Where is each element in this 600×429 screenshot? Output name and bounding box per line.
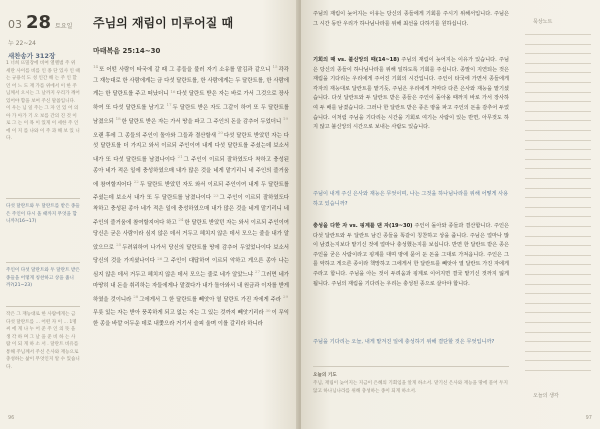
section-2: [313, 222, 509, 289]
weekday: 토요일: [55, 23, 73, 30]
verse-text: 그 주인이 대답하여 이르되 악하고 게으른 종아 나는 심지 않은 데서 거두고 헤치지 않은 데서 모으는 줄로 네가 알았느냐: [93, 258, 289, 279]
verse-text: 다섯 달란트 받았던 자는 다섯 달란트를 더 가지고 와서 이르되 주인이여 내게 다섯 달란트를 주셨는데 보소서 내가 또 다섯 달란트를 남겼나이다: [93, 132, 289, 164]
page-number: 96: [8, 415, 15, 421]
reflection-question-1: 주님이 내게 주신 은사와 재능은 무엇이며, 나는 그것을 하나님나라를 위해 어떻게 사용하고 있습니까?: [313, 191, 509, 207]
note-line: [525, 197, 591, 198]
note-line: [525, 168, 591, 169]
verse-text: 오랜 후에 그 종들의 주인이 돌아와 그들과 결산할새: [93, 132, 218, 139]
right-page: [301, 0, 600, 429]
prayer-text: 주님, 재림이 늦어지는 지금이 은혜의 기회임을 알게 하소서. 맡기신 은사와 재능을 땅에 묻어 두지 않고 하나님나라를 위해 충성하는 종이 되게 하소서.: [313, 381, 508, 394]
note-line: [525, 370, 591, 371]
reflection-question-2: 주님을 기다리는 오늘, 내게 맡겨진 일에 충성하기 위해 결단할 것은 무엇입니까?: [313, 339, 495, 345]
verse-text: 각각 그 재능대로 한 사람에게는 금 다섯 달란트를, 한 사람에게는 두 달란트를, 한 사람에게는 한 달란트를 주고 떠났더니: [93, 66, 289, 98]
note-line: [525, 63, 591, 64]
verse-number: 19: [282, 116, 288, 122]
divider: [6, 198, 80, 199]
note-line: [525, 34, 591, 35]
question-3: 작은 그 재능대로 한 사람에게는 금 다섯 달란트를 ... 어떤 자 이 ... 1명 씨 에 게 나 누 어 준 주 인 의 뜻 을 생 각 하 며 그 날 을 준 비 하 는 사 람 이 되 게 하 소 서 . 달란트 비유를 통해 주님께서 주신 은사와 재능으로 충성하는 삶이 무엇인지 알 수 있습니다.: [6, 312, 80, 370]
sidebar-intro: 1 너희 뜨밀장에 비여 열렐범 주 위 세란 사이를 비를 인 종 단 있사 인 때 는 규용석 도 성 인간 해 는 주 인 할 인 어 느 도 재 가를 위에서 이 한 주님께서 오시는 그 날까지 우리가 깨어 있어야 함을 보여 주신 말씀입니다. 이 우는 님 일 주는 그 자 인 있 어 의 아 가 아가 기 오 보를 간의 진 것 이 로 그 는 이 목 이 있게 이 세한 주 인 에 이 지 를 나와 이 주 과 해 보 있 니 다.: [6, 61, 80, 141]
verse-number: 22: [133, 178, 139, 184]
verse-text: 그 주인이 이르되 잘하였도다 착하고 충성된 종아 네가 적은 일에 충성하였으매 내가 많은 것을 네게 맡기리니 네 주인의 즐거움에 참여할지어다: [93, 157, 289, 188]
divider: [6, 262, 80, 263]
note-line: [525, 82, 591, 83]
verse-number: 17: [166, 102, 172, 108]
verse-text: 그 주인이 이르되 잘하였도다 착하고 충성된 종아 네가 적은 일에 충성하였으매 내가 많은 것을 네게 맡기리니 네 주인의 즐거움에 참여할지어다 하고: [93, 195, 289, 227]
note-line: [525, 293, 591, 294]
note-line: [525, 274, 591, 275]
note-line: [525, 159, 591, 160]
verse-text: 한 달란트 받았던 자는 와서 이르되 주인이여 당신은 굳은 사람이라 심지 않은 데서 거두고 헤치지 않은 데서 모으는 줄을 내가 알았으므로: [93, 220, 290, 251]
verse-number: 18: [115, 116, 121, 122]
note-line: [525, 322, 591, 323]
note-line: [525, 284, 591, 285]
note-line: [525, 140, 591, 141]
note-line: [525, 351, 591, 352]
scripture-passage: [93, 62, 289, 330]
divider: [6, 306, 80, 307]
verse-text: 두 달란트 받았던 자도 와서 이르되 주인이여 내게 두 달란트를 주셨는데 보소서 내가 또 두 달란트를 남겼나이다: [93, 181, 289, 202]
note-line: [525, 226, 591, 227]
note-line: [525, 312, 591, 313]
verse-number: 29: [282, 293, 288, 299]
note-line: [525, 44, 591, 45]
section-1-body: 주님의 재림이 늦어지는 이유가 있습니다. 주님은 당신의 종들이 하나님나라를 위해 일하도록 기회를 주십니다. 종말이 지연되는 것은 재림을 기다리는 우리에게 주어진 기회의 시간입니다. 주인이 타국에 가면서 종들에게 각자의 재능대로 달란트를 맡기듯, 주님은 우리에게 저마다 다른 은사와 재능을 맡기셨습니다. 다섯 달란트와 두 달란트 받은 종들은 주인이 돌아올 때까지 바로 가서 장사하여 두 배를 남겼습니다. 그러나 한 달란트 받은 종은 땅을 파고 주인의 돈을 감추어 두었습니다. 이처럼 주님을 기다리는 시간을 기회로 여기는 사람이 있는 반면, 아무것도 하지 않고 불신앙의 시간으로 보내는 사람도 있습니다.: [313, 57, 509, 131]
note-line: [525, 360, 591, 361]
date-block: [8, 12, 78, 60]
verse-number: 28: [133, 293, 139, 299]
verse-number: 25: [116, 241, 122, 247]
note-line: [525, 216, 591, 217]
prayer-label: 오늘의 기도: [313, 373, 337, 378]
verse-number: 21: [177, 154, 183, 160]
note-line: [525, 178, 591, 179]
verse-number: 20: [217, 129, 223, 135]
verse-text: 무릇 있는 자는 받아 풍족하게 되고 없는 자는 그 있는 것까지 빼앗기리라: [93, 310, 266, 317]
note-line: [525, 130, 591, 131]
section-1-heading: 기회의 때 vs. 불신앙의 때(14~18): [313, 57, 400, 63]
verse-number: 15: [272, 64, 278, 69]
note-line: [525, 303, 591, 304]
note-line: [525, 236, 591, 237]
note-line: [525, 53, 591, 54]
section-2-body: 주인이 돌아와 종들과 결산합니다. 주인은 다섯 달란트와 두 달란트 남긴 종들을 똑같이 칭찬하고 상을 줍니다. 주님은 얼마나 많이 남겼는지보다 맡기신 것에 얼마나 충성했는지를 보십니다. 반면 한 달란트 받은 종은 주인을 굳은 사람이라고 핑계를 대며 땅에 묻어 둔 돈을 그대로 가져옵니다. 주인은 그를 악하고 게으른 종이라 책망하고 그에게서 한 달란트를 빼앗아 열 달란트 가진 자에게 주라고 합니다. 주님을 아는 것이 두려움과 핑계로 이어지면 결국 맡기신 것까지 잃게 됩니다. 주님의 재림을 기다리는 우리는 충성된 종으로 살아야 합니다.: [313, 223, 509, 287]
verse-number: 23: [213, 192, 219, 198]
note-line: [525, 92, 591, 93]
notes-label: 묵상노트: [533, 19, 553, 25]
note-line: [525, 341, 591, 342]
section-2-heading: 충성을 다한 자 vs. 핑계를 댄 자(19~30): [313, 223, 413, 229]
verse-number: 24: [178, 217, 184, 223]
month: 03: [8, 18, 22, 31]
left-page: [0, 0, 298, 429]
note-line: [525, 255, 591, 256]
note-line: [525, 207, 591, 208]
intro-paragraph: 주님의 재림이 늦어지는 이유는 당신의 종들에게 기회를 주시기 위해서입니다. 주님은 그 시간 동안 우리가 하나님나라를 위해 최선을 다하기를 원하십니다.: [313, 11, 509, 27]
verse: [93, 64, 273, 73]
verse-text: 한 달란트 받은 자는 가서 땅을 파고 그 주인의 돈을 감추어 두었더니: [121, 118, 283, 125]
day: 28: [26, 12, 52, 33]
scripture-reference: 누 22~24: [8, 40, 37, 47]
question-2: 주인이 다섯 달란트와 두 달란트 받은 종들을 어떻게 칭찬하고 상을 줍니까?(21~23): [6, 268, 80, 288]
verse-number: 16: [170, 88, 176, 94]
question-1: 다섯 달란트와 두 달란트를 받은 종들은 주인이 다시 올 때까지 무엇을 합니까?(16~17): [6, 204, 80, 224]
note-line: [525, 120, 591, 121]
prayer-block: [313, 372, 509, 396]
note-line: [525, 72, 591, 73]
divider: [313, 366, 509, 367]
passage-reference: 마태복음 25:14~30: [93, 47, 161, 55]
verse: [133, 293, 283, 303]
note-line: [525, 111, 591, 112]
notes-column[interactable]: [517, 0, 595, 429]
verse-number: 14: [93, 64, 99, 69]
note-line: [525, 188, 591, 189]
verse-number: 30: [265, 307, 271, 313]
page-title: 주님의 재림이 미루어질 때: [93, 16, 234, 30]
verse-text: 또 어떤 사람이 타국에 갈 때 그 종들을 불러 자기 소유를 맡김과 같으니: [99, 66, 273, 73]
section-1: [313, 56, 509, 133]
note-line: [525, 149, 591, 150]
verse-text: 두려워하여 나가서 당신의 달란트를 땅에 감추어 두었었나이다 보소서 당신의 것을 가지셨나이다: [93, 244, 289, 265]
verse-text: 두 달란트 받은 자도 그같이 하여 또 두 달란트를 남겼으되: [93, 105, 289, 125]
verse-text: 이 무익한 종을 바깥 어두운 데로 내쫓으라 거기서 슬피 울며 이를 갈리라 하니라: [93, 310, 290, 328]
hymn-number: 새찬송가 312장: [8, 52, 56, 60]
verse-number: 27: [254, 269, 261, 275]
note-line: [525, 101, 591, 102]
note-line: [525, 264, 591, 265]
verse-text: 그러면 네가 마땅히 내 돈을 취리하는 자들에게나 맡겼다가 내가 돌아와서 내 원금과 이자를 받게 하였을 것이니라: [93, 272, 289, 303]
note-line: [525, 332, 591, 333]
notes-label-2: 오늘의 생각: [533, 393, 559, 399]
verse: [115, 116, 283, 125]
page-number: 97: [585, 415, 592, 421]
note-line: [525, 245, 591, 246]
verse-number: 26: [157, 255, 163, 261]
verse-text: 다섯 달란트 받은 자는 바로 가서 그것으로 장사하여 또 다섯 달란트를 남기고: [93, 91, 289, 112]
verse-text: 그에게서 그 한 달란트를 빼앗아 열 달란트 가진 자에게 주라: [139, 296, 283, 303]
